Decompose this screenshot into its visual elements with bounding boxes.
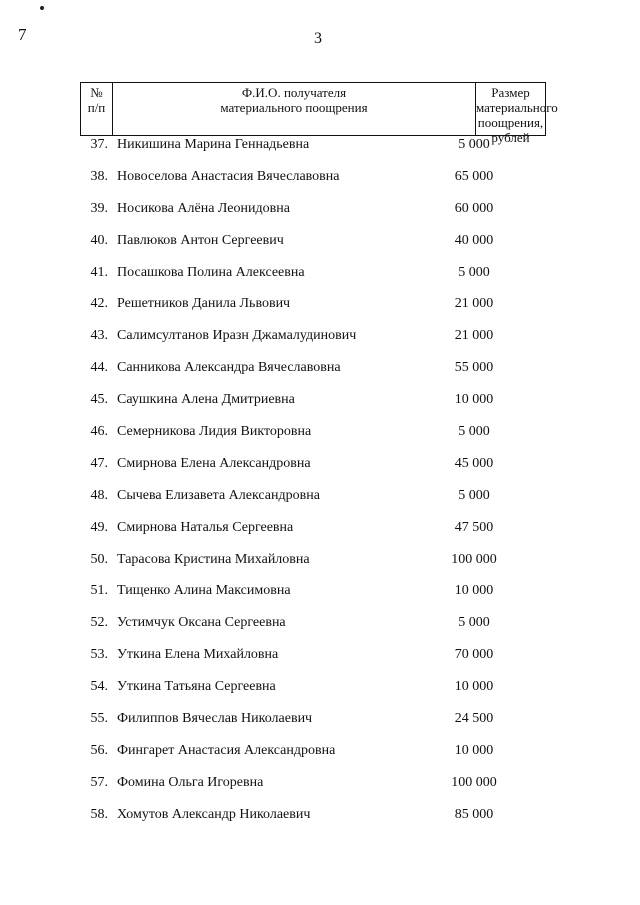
recipient-name: Смирнова Наталья Сергеевна (117, 519, 294, 535)
header-name-line2: материального поощрения (220, 100, 368, 115)
reward-amount: 47 500 (454, 519, 494, 535)
reward-amount: 10 000 (454, 679, 494, 695)
row-number: 53. (90, 647, 108, 663)
reward-amount: 5 000 (458, 615, 490, 631)
reward-amount: 21 000 (454, 296, 494, 312)
reward-amount: 100 000 (451, 551, 497, 567)
row-number: 55. (90, 711, 108, 727)
table-row (0, 295, 640, 327)
header-amount-line1: Размер (491, 85, 530, 100)
header-amount-column (475, 83, 558, 145)
table-row (0, 200, 640, 232)
reward-amount: 85 000 (454, 806, 494, 822)
table-row (0, 455, 640, 487)
recipient-name: Саушкина Алена Дмитриевна (117, 392, 295, 408)
reward-amount: 10 000 (454, 392, 494, 408)
table-row (0, 519, 640, 551)
row-number: 48. (90, 487, 108, 503)
row-number: 46. (90, 424, 108, 440)
recipient-name: Носикова Алёна Леонидовна (117, 200, 290, 216)
reward-amount: 45 000 (454, 455, 494, 471)
reward-amount: 55 000 (454, 360, 494, 376)
header-number-line1: № (90, 85, 103, 100)
row-number: 57. (90, 774, 108, 790)
reward-amount: 40 000 (454, 232, 494, 248)
table-row (0, 423, 640, 455)
table-row (0, 359, 640, 391)
reward-amount: 10 000 (454, 583, 494, 599)
table-row (0, 710, 640, 742)
reward-amount: 21 000 (454, 328, 494, 344)
recipient-name: Устимчук Оксана Сергеевна (117, 615, 286, 631)
page-number: 3 (314, 30, 322, 47)
row-number: 49. (90, 519, 108, 535)
reward-amount: 5 000 (458, 264, 490, 280)
header-number-column (81, 83, 112, 135)
row-number: 40. (90, 232, 108, 248)
table-row (0, 551, 640, 583)
row-number: 45. (90, 392, 108, 408)
row-number: 44. (90, 360, 108, 376)
table-row (0, 232, 640, 264)
corner-mark: 7 (18, 25, 27, 44)
recipient-name: Тарасова Кристина Михайловна (117, 551, 310, 567)
row-number: 52. (90, 615, 108, 631)
table-row (0, 774, 640, 806)
table-row (0, 582, 640, 614)
header-amount-line3: поощрения, рублей (477, 115, 544, 145)
recipient-name: Никишина Марина Геннадьевна (117, 137, 310, 152)
header-amount-line2: материального (476, 100, 558, 115)
table-row (0, 168, 640, 200)
reward-amount: 100 000 (451, 774, 497, 790)
reward-amount: 10 000 (454, 742, 494, 758)
recipient-name: Новоселова Анастасия Вячеславовна (117, 168, 340, 184)
reward-amount: 5 000 (458, 424, 490, 440)
table-row (0, 742, 640, 774)
recipient-name: Смирнова Елена Александровна (117, 455, 311, 471)
table-row (0, 614, 640, 646)
recipient-name: Уткина Татьяна Сергеевна (117, 679, 276, 695)
reward-amount: 70 000 (454, 647, 494, 663)
row-number: 54. (90, 679, 108, 695)
row-number: 39. (90, 200, 108, 216)
row-number: 38. (90, 168, 108, 184)
reward-amount: 60 000 (454, 200, 494, 216)
recipient-name: Филиппов Вячеслав Николаевич (117, 711, 313, 727)
table-row (0, 327, 640, 359)
row-number: 42. (90, 296, 108, 312)
scan-speck (39, 5, 44, 10)
header-number-line2: п/п (87, 100, 106, 115)
reward-amount: 5 000 (458, 487, 490, 503)
row-number: 50. (90, 551, 108, 567)
reward-amount: 65 000 (454, 168, 494, 184)
header-name-column (112, 83, 475, 135)
recipient-name: Тищенко Алина Максимовна (117, 583, 291, 599)
row-number: 43. (90, 328, 108, 344)
header-name-line1: Ф.И.О. получателя (241, 85, 347, 100)
recipient-name: Санникова Александра Вячеславовна (117, 360, 341, 376)
recipient-name: Фомина Ольга Игоревна (117, 774, 264, 790)
row-number: 37. (90, 137, 108, 152)
reward-amount: 24 500 (454, 711, 494, 727)
row-number: 47. (90, 455, 108, 471)
row-number: 58. (90, 806, 108, 822)
table-body (0, 136, 640, 838)
table-row (0, 487, 640, 519)
reward-amount: 5 000 (458, 137, 490, 152)
recipient-name: Уткина Елена Михайловна (117, 647, 279, 663)
recipient-name: Сычева Елизавета Александровна (117, 487, 320, 503)
table-row (0, 678, 640, 710)
table-row (0, 391, 640, 423)
recipient-name: Салимсултанов Иразн Джамалудинович (117, 328, 357, 344)
recipient-name: Фингарет Анастасия Александровна (117, 742, 336, 758)
row-number: 51. (90, 583, 108, 599)
recipient-name: Хомутов Александр Николаевич (117, 806, 311, 822)
table-row (0, 136, 640, 168)
row-number: 56. (90, 742, 108, 758)
table-row (0, 646, 640, 678)
recipient-name: Семерникова Лидия Викторовна (117, 424, 312, 440)
row-number: 41. (90, 264, 108, 280)
recipient-name: Посашкова Полина Алексеевна (117, 264, 305, 280)
recipient-name: Решетников Данила Львович (117, 296, 291, 312)
recipient-name: Павлюков Антон Сергеевич (117, 232, 284, 248)
table-row (0, 264, 640, 296)
table-row (0, 806, 640, 838)
